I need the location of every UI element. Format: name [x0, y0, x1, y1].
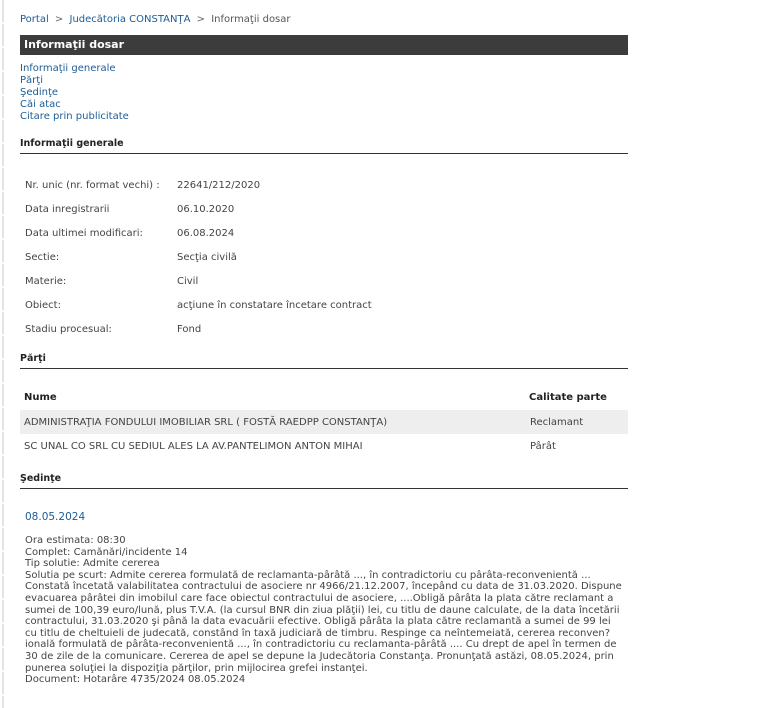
info-value: acţiune în constatare încetare contract	[177, 299, 372, 311]
info-row-case-number	[25, 173, 372, 197]
general-info-table	[25, 173, 372, 341]
info-value: 06.10.2020	[177, 203, 235, 215]
general-info-heading: Informaţii generale	[20, 138, 628, 154]
info-label: Data inregistrarii	[25, 203, 110, 215]
session-summary: Solutia pe scurt: Admite cererea formulată de reclamanta-pârâtă ..., în contradictoriu cu pârâta-reconvenientă ... Constată încetată valabilitatea contractului de asociere nr 4966/21.12.2007, începând cu data de 31.03.2020. Dispune evacuarea pârâtei din imobilul care face obiectul contractului de asociere, ....Obligă pârâta la plata către reclamant a sumei de 100,39 euro/lună, plus T.V.A. (la cursul BNR din ziua plăţii) lei, cu titlu de daune calculate, de la data încetării contractului, 31.03.2020 şi până la data evacuării efective. Obligă pârâta la plata către reclamantă a sumei de 99 lei cu titlu de cheltuieli de judecată, constând în taxă judiciară de timbru. Respinge ca neîntemeiată, cererea reconven?ională formulată de pârâta-reconvenientă ..., în contradictoriu cu reclamanta-pârâtă .... Cu drept de apel în termen de 30 de zile de la comunicare. Cererea de apel se depune la Judecătoria Constanţa. Pronunţată astăzi, 08.05.2024, prin punerea soluţiei la dispoziţia părţilor, prin mijlocirea grefei instanţei.	[25, 569, 622, 674]
info-row-registration-date	[25, 197, 372, 221]
info-label: Data ultimei modificari:	[25, 227, 143, 239]
breadcrumb-separator: >	[54, 14, 64, 25]
session-date: 08.05.2024	[25, 511, 86, 523]
info-value: 06.08.2024	[177, 227, 235, 239]
party-role: Reclamant	[530, 416, 584, 428]
info-label: Materie:	[25, 275, 67, 287]
nav-link-public-summons[interactable]: Citare prin publicitate	[20, 111, 129, 122]
info-label: Sectie:	[25, 251, 60, 263]
parties-table-header	[20, 386, 628, 408]
breadcrumb-current: Informaţii dosar	[211, 14, 291, 25]
info-row-section	[25, 245, 372, 269]
breadcrumb-court-link[interactable]: Judecătoria CONSTANŢA	[69, 14, 191, 25]
table-row	[20, 410, 628, 434]
page-title-bar: Informaţii dosar	[20, 35, 628, 55]
nav-link-sessions[interactable]: Şedinţe	[20, 87, 59, 98]
info-value: Fond	[177, 323, 202, 335]
session-panel: Complet: Camănări/incidente 14	[25, 546, 188, 558]
info-label: Stadiu procesual:	[25, 323, 112, 335]
info-row-stage	[25, 317, 372, 341]
session-details	[25, 535, 625, 686]
sessions-heading: Şedinţe	[20, 473, 628, 489]
info-value: Secţia civilă	[177, 251, 237, 263]
table-row	[20, 434, 628, 458]
info-row-matter	[25, 269, 372, 293]
party-name: ADMINISTRAŢIA FONDULUI IMOBILIAR SRL ( FOSTĂ RAEDPP CONSTANŢA)	[24, 416, 388, 428]
info-label: Nr. unic (nr. format vechi) :	[25, 179, 160, 191]
party-role: Pârât	[530, 440, 556, 452]
nav-link-appeals[interactable]: Căi atac	[20, 99, 61, 110]
session-solution-type: Tip solutie: Admite cererea	[25, 558, 160, 570]
info-value: 22641/212/2020	[177, 179, 261, 191]
section-nav	[20, 63, 129, 123]
session-time: Ora estimata: 08:30	[25, 535, 126, 546]
breadcrumb	[20, 14, 291, 25]
session-document: Document: Hotarâre 4735/2024 08.05.2024	[25, 674, 246, 686]
info-row-object	[25, 293, 372, 317]
party-name: SC UNAL CO SRL CU SEDIUL ALES LA AV.PANTELIMON ANTON MIHAI	[24, 440, 363, 452]
info-row-last-modified	[25, 221, 372, 245]
info-value: Civil	[177, 275, 199, 287]
breadcrumb-portal-link[interactable]: Portal	[20, 14, 49, 25]
column-header-name: Nume	[24, 391, 57, 403]
breadcrumb-separator: >	[196, 14, 206, 25]
column-header-role: Calitate parte	[529, 391, 607, 403]
parties-heading: Părţi	[20, 353, 628, 369]
nav-link-general-info[interactable]: Informaţii generale	[20, 63, 116, 74]
left-border-decoration	[2, 0, 4, 708]
info-label: Obiect:	[25, 299, 61, 311]
nav-link-parties[interactable]: Părţi	[20, 75, 43, 86]
